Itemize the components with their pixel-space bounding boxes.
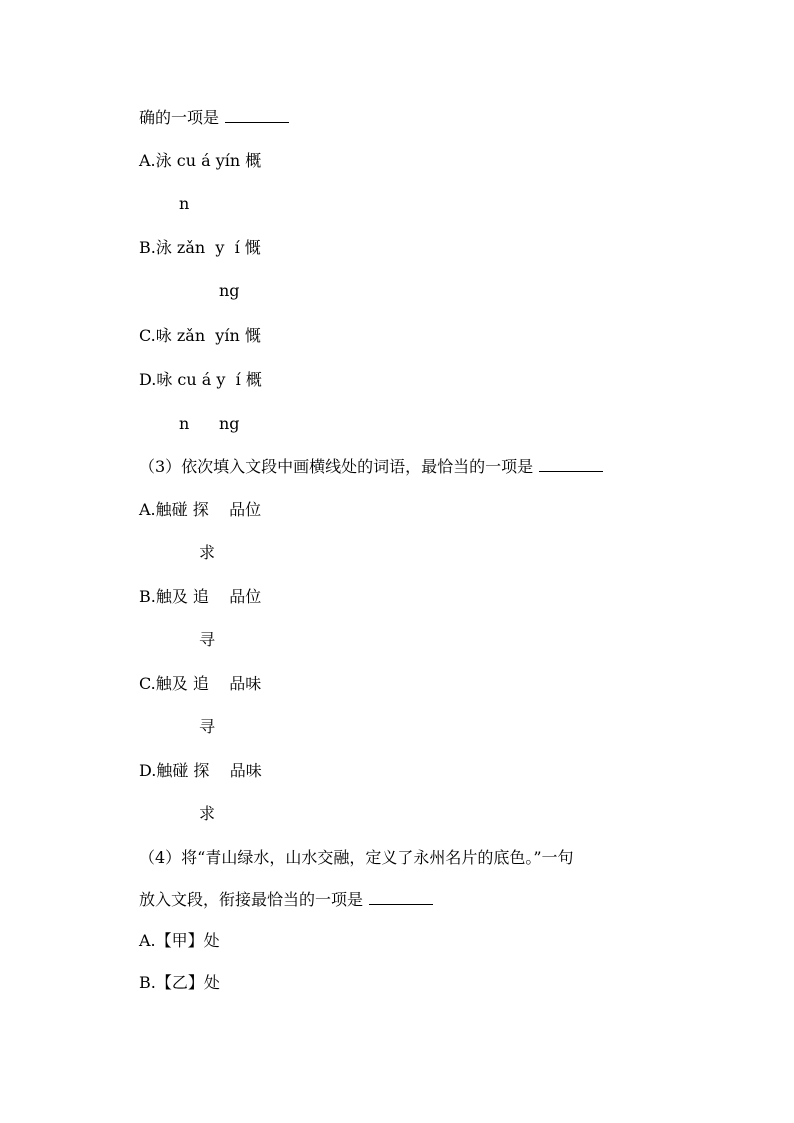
- q2-option-b: B.泳 zǎn y í 慨: [139, 238, 261, 257]
- q2-option-d-wrap-1: n: [179, 414, 190, 433]
- q3-option-b-wrap: 寻: [199, 630, 216, 649]
- q3-option-a-wrap: 求: [199, 543, 216, 562]
- q4-option-b: B.【乙】处: [139, 973, 220, 992]
- q2-stem-text: 确的一项是: [139, 108, 220, 127]
- q3-option-d: D.触碰 探 品味: [139, 761, 262, 780]
- q3-option-b: B.触及 追 品位: [139, 587, 262, 606]
- q2-stem-tail: [139, 108, 289, 128]
- q3-option-c: C.触及 追 品味: [139, 674, 262, 693]
- q3-stem: [139, 457, 603, 477]
- q2-option-a: A.泳 cu á yín 概: [139, 151, 262, 170]
- q3-option-d-wrap: 求: [199, 804, 216, 823]
- q2-option-d-wrap-2: ng: [219, 414, 240, 433]
- q3-stem-text: （3）依次填入文段中画横线处的词语，最恰当的一项是: [139, 457, 534, 476]
- answer-blank: [369, 903, 433, 905]
- q2-option-a-wrap: n: [179, 194, 190, 213]
- q2-option-d: D.咏 cu á y í 概: [139, 370, 262, 389]
- q2-option-c: C.咏 zǎn yín 慨: [139, 326, 261, 345]
- answer-blank: [225, 121, 289, 123]
- answer-blank: [539, 470, 603, 472]
- q4-stem-text: 放入文段，衔接最恰当的一项是: [139, 890, 364, 909]
- q4-stem-line2: [139, 890, 433, 910]
- q4-option-a: A.【甲】处: [139, 931, 220, 950]
- q3-option-a: A.触碰 探 品位: [139, 500, 262, 519]
- q4-stem-line1: （4）将“青山绿水，山水交融，定义了永州名片的底色。”一句: [139, 848, 574, 867]
- q3-option-c-wrap: 寻: [199, 717, 216, 736]
- q2-option-b-wrap: ng: [219, 281, 240, 300]
